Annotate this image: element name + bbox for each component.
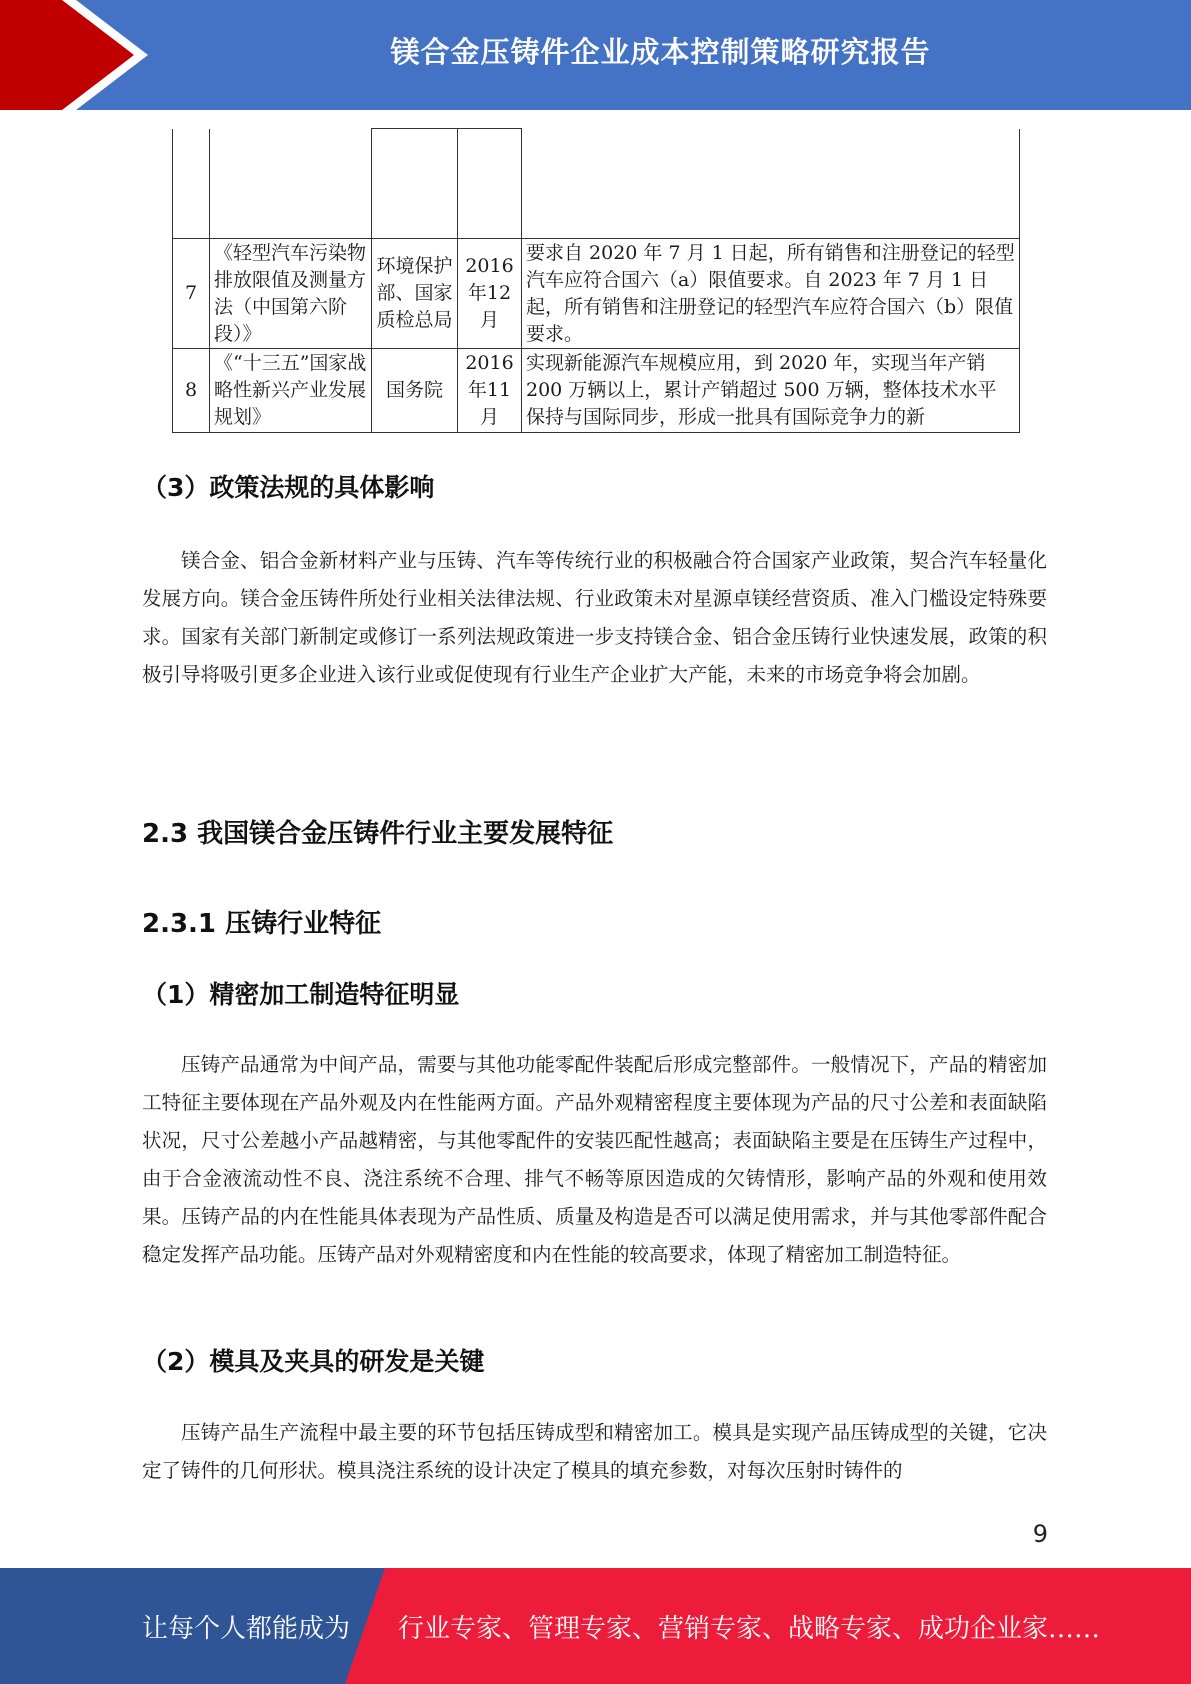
table-cell-date (458, 129, 522, 239)
table-row (173, 129, 1020, 239)
table-cell-dept: 环境保护部、国家质检总局 (372, 239, 458, 349)
footer-slogan-left: 让每个人都能成为 (142, 1613, 351, 1644)
page-header (0, 0, 1191, 110)
table-cell-name: 《轻型汽车污染物排放限值及测量方法（中国第六阶段）》 (210, 239, 372, 349)
table-cell-dept: 国务院 (372, 349, 458, 433)
page-number: 9 (1032, 1520, 1048, 1548)
table-row (173, 239, 1020, 349)
table-cell-name: 《“十三五”国家战略性新兴产业发展规划》 (210, 349, 372, 433)
precision-paragraph: 压铸产品通常为中间产品，需要与其他功能零配件装配后形成完整部件。一般情况下，产品的精密加工特征主要体现在产品外观及内在性能两方面。产品外观精密程度主要体现为产品的尺寸公差和表面缺陷状况，尺寸公差越小产品越精密，与其他零配件的安装匹配性越高；表面缺陷主要是在压铸生产过程中，由于合金液流动性不良、浇注系统不合理、排气不畅等原因造成的欠铸情形，影响产品的外观和使用效果。压铸产品的内在性能具体表现为产品性质、质量及构造是否可以满足使用需求，并与其他零部件配合稳定发挥产品功能。压铸产品对外观精密度和内在性能的较高要求，体现了精密加工制造特征。 (142, 1053, 1047, 1266)
table-cell-date: 2016年11月 (458, 349, 522, 433)
header-arrow-icon (0, 0, 160, 110)
mold-paragraph: 压铸产品生产流程中最主要的环节包括压铸成型和精密加工。模具是实现产品压铸成型的关键，它决定了铸件的几何形状。模具浇注系统的设计决定了模具的填充参数，对每次压射时铸件的 (142, 1421, 1047, 1482)
policy-impact-paragraph: 镁合金、铝合金新材料产业与压铸、汽车等传统行业的积极融合符合国家产业政策，契合汽车轻量化发展方向。镁合金压铸件所处行业相关法律法规、行业政策未对星源卓镁经营资质、准入门槛设定特殊要求。国家有关部门新制定或修订一系列法规政策进一步支持镁合金、铝合金压铸行业快速发展，政策的积极引导将吸引更多企业进入该行业或促使现有行业生产企业扩大产能，未来的市场竞争将会加剧。 (142, 549, 1047, 686)
section-2-3-heading: 2.3 我国镁合金压铸件行业主要发展特征 (142, 819, 614, 849)
policy-table (172, 128, 1020, 433)
table-cell-name (210, 129, 372, 239)
report-title: 镁合金压铸件企业成本控制策略研究报告 (390, 34, 931, 69)
footer-slogan-right: 行业专家、管理专家、营销专家、战略专家、成功企业家…… (398, 1613, 1101, 1644)
precision-heading: （1）精密加工制造特征明显 (142, 980, 460, 1009)
mold-heading: （2）模具及夹具的研发是关键 (142, 1347, 485, 1376)
table-cell-req: 要求自 2020 年 7 月 1 日起，所有销售和注册登记的轻型汽车应符合国六（a）限值要求。自 2023 年 7 月 1 日起，所有销售和注册登记的轻型汽车应符合国六（b）限值要求。 (522, 239, 1020, 349)
table-cell-req: 实现新能源汽车规模应用，到 2020 年，实现当年产销 200 万辆以上，累计产销超过 500 万辆，整体技术水平保持与国际同步，形成一批具有国际竞争力的新 (522, 349, 1020, 433)
table-cell-date: 2016年12月 (458, 239, 522, 349)
policy-impact-heading: （3）政策法规的具体影响 (142, 473, 435, 502)
table-cell-req (522, 129, 1020, 239)
table-cell-no: 7 (173, 239, 210, 349)
page-footer (0, 1568, 1191, 1684)
table-row (173, 349, 1020, 433)
table-cell-no (173, 129, 210, 239)
section-2-3-1-heading: 2.3.1 压铸行业特征 (142, 909, 382, 939)
table-cell-no: 8 (173, 349, 210, 433)
table-cell-dept (372, 129, 458, 239)
